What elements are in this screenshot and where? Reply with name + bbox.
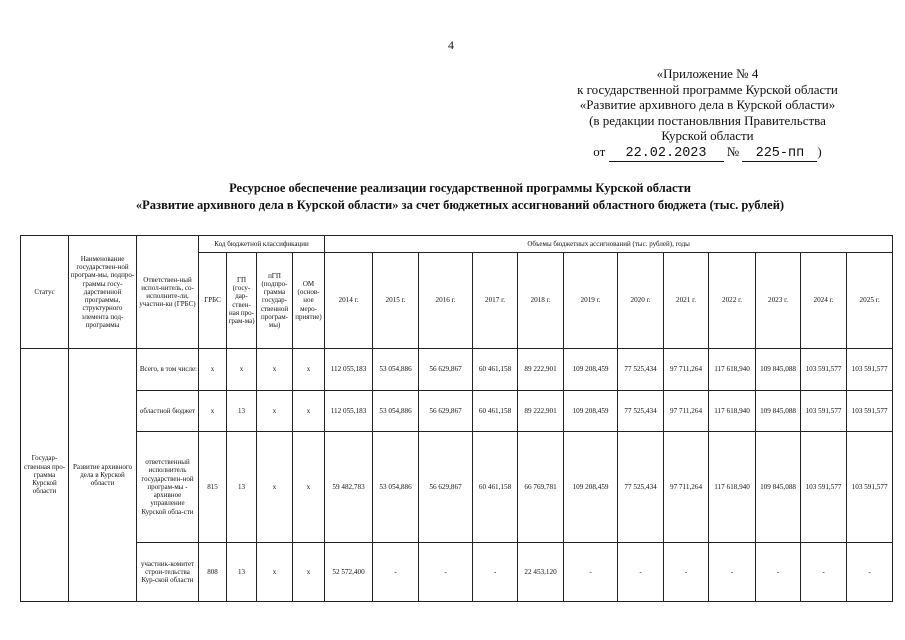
value-cell: - (664, 543, 709, 602)
grbs-cell: 808 (199, 543, 227, 602)
status-cell: Государ-ственная про-грамма Курской области (21, 349, 69, 602)
value-cell: 109 845,088 (756, 391, 801, 432)
appendix-line: Курской области (661, 128, 754, 143)
header-name: Наименование государствен-ной програм-мы, подпро-граммы госу-дарственной программы, структурного элемента под-программы (69, 236, 137, 349)
header-volumes: Объемы бюджетных ассигнований (тыс. рублей), годы (325, 236, 893, 253)
budget-table (20, 235, 893, 602)
value-cell: 60 461,158 (473, 391, 518, 432)
value-cell: - (801, 543, 847, 602)
date-prefix: от (593, 143, 606, 159)
header-year: 2017 г. (473, 253, 518, 349)
value-cell: 53 054,886 (373, 391, 419, 432)
header-year: 2023 г. (756, 253, 801, 349)
number-prefix: № (726, 143, 740, 159)
value-cell: 77 525,434 (618, 349, 664, 391)
value-cell: 89 222,901 (518, 349, 564, 391)
value-cell: - (618, 543, 664, 602)
value-cell: 97 711,264 (664, 432, 709, 543)
header-year: 2015 г. (373, 253, 419, 349)
appendix-line: «Развитие архивного дела в Курской области» (579, 97, 836, 112)
value-cell: - (473, 543, 518, 602)
appendix-line: «Приложение № 4 (656, 66, 759, 81)
header-grbs: ГРБС (199, 253, 227, 349)
header-year: 2018 г. (518, 253, 564, 349)
value-cell: 56 629,867 (419, 391, 473, 432)
value-cell: 109 845,088 (756, 432, 801, 543)
header-pgp: пГП (подпро-грамма государ-ственной програм-мы) (257, 253, 293, 349)
page-number: 4 (448, 38, 454, 52)
om-cell: x (293, 391, 325, 432)
program-name-cell: Развитие архивного дела в Курской области (69, 349, 137, 602)
appendix-date-line (520, 144, 895, 162)
header-year: 2025 г. (847, 253, 893, 349)
appendix-line: (в редакции постановлвния Правительства (589, 112, 826, 128)
document-title (30, 180, 890, 214)
value-cell: 109 208,459 (564, 349, 618, 391)
value-cell: 53 054,886 (373, 349, 419, 391)
gp-cell: 13 (227, 391, 257, 432)
value-cell: 97 711,264 (664, 391, 709, 432)
gp-cell: 13 (227, 432, 257, 543)
table-row (21, 391, 893, 432)
date-value: 22.02.2023 (609, 147, 724, 162)
executor-cell: участник-комитет строи-тельства Кур-ской области (137, 543, 199, 602)
header-om: ОМ (основ-ное меро-приятие) (293, 253, 325, 349)
value-cell: 97 711,264 (664, 349, 709, 391)
table-row (21, 349, 893, 391)
value-cell: 56 629,867 (419, 349, 473, 391)
grbs-cell: x (199, 391, 227, 432)
gp-cell: x (227, 349, 257, 391)
pgp-cell: x (257, 349, 293, 391)
value-cell: 60 461,158 (473, 349, 518, 391)
value-cell: 60 461,158 (473, 432, 518, 543)
value-cell: 109 208,459 (564, 391, 618, 432)
pgp-cell: x (257, 543, 293, 602)
gp-cell: 13 (227, 543, 257, 602)
title-line: Ресурсное обеспечение реализации государственной программы Курской области (229, 181, 691, 195)
appendix-block (520, 66, 895, 162)
value-cell: 103 591,577 (847, 349, 893, 391)
header-year: 2024 г. (801, 253, 847, 349)
value-cell: - (373, 543, 419, 602)
header-year: 2021 г. (664, 253, 709, 349)
value-cell: 56 629,867 (419, 432, 473, 543)
om-cell: x (293, 543, 325, 602)
value-cell: 103 591,577 (801, 432, 847, 543)
executor-cell: Всего, в том числе: (137, 349, 199, 391)
header-executor: Ответствен-ный испол-нитель, со-исполните-ли, участни-ки (ГРБС) (137, 236, 199, 349)
value-cell: 103 591,577 (801, 391, 847, 432)
value-cell: 66 769,781 (518, 432, 564, 543)
value-cell: 77 525,434 (618, 391, 664, 432)
value-cell: - (847, 543, 893, 602)
value-cell: 117 618,940 (709, 391, 756, 432)
value-cell: 112 055,183 (325, 391, 373, 432)
grbs-cell: x (199, 349, 227, 391)
value-cell: 59 482,783 (325, 432, 373, 543)
pgp-cell: x (257, 432, 293, 543)
value-cell: 53 054,886 (373, 432, 419, 543)
pgp-cell: x (257, 391, 293, 432)
value-cell: 117 618,940 (709, 432, 756, 543)
header-year: 2016 г. (419, 253, 473, 349)
value-cell: 109 208,459 (564, 432, 618, 543)
number-value: 225-пп (742, 147, 817, 162)
value-cell: 89 222,901 (518, 391, 564, 432)
om-cell: x (293, 432, 325, 543)
value-cell: - (419, 543, 473, 602)
title-line: «Развитие архивного дела в Курской области» за счет бюджетных ассигнований областного бюджета (тыс. рублей) (135, 198, 785, 212)
header-gp: ГП (госу-дар-ствен-ная про-грам-ма) (227, 253, 257, 349)
executor-cell: областной бюджет (137, 391, 199, 432)
header-year: 2014 г. (325, 253, 373, 349)
header-status: Статус (21, 236, 69, 349)
header-year: 2020 г. (618, 253, 664, 349)
value-cell: 103 591,577 (847, 432, 893, 543)
header-year: 2022 г. (709, 253, 756, 349)
value-cell: - (709, 543, 756, 602)
value-cell: 103 591,577 (801, 349, 847, 391)
value-cell: 77 525,434 (618, 432, 664, 543)
value-cell: 52 572,400 (325, 543, 373, 602)
table-row (21, 432, 893, 543)
om-cell: x (293, 349, 325, 391)
grbs-cell: 815 (199, 432, 227, 543)
closing-paren: ) (817, 143, 822, 159)
value-cell: 22 453,120 (518, 543, 564, 602)
value-cell: 109 845,088 (756, 349, 801, 391)
value-cell: - (756, 543, 801, 602)
appendix-line: к государственной программе Курской области (577, 81, 838, 97)
value-cell: 117 618,940 (709, 349, 756, 391)
header-row (21, 236, 893, 253)
value-cell: - (564, 543, 618, 602)
executor-cell: ответственный исполнитель государствен-ной програм-мы - архивное управление Курской обла-сти (137, 432, 199, 543)
table-row (21, 543, 893, 602)
header-budget-code: Код бюджетной классификации (199, 236, 325, 253)
value-cell: 112 055,183 (325, 349, 373, 391)
header-year: 2019 г. (564, 253, 618, 349)
value-cell: 103 591,577 (847, 391, 893, 432)
